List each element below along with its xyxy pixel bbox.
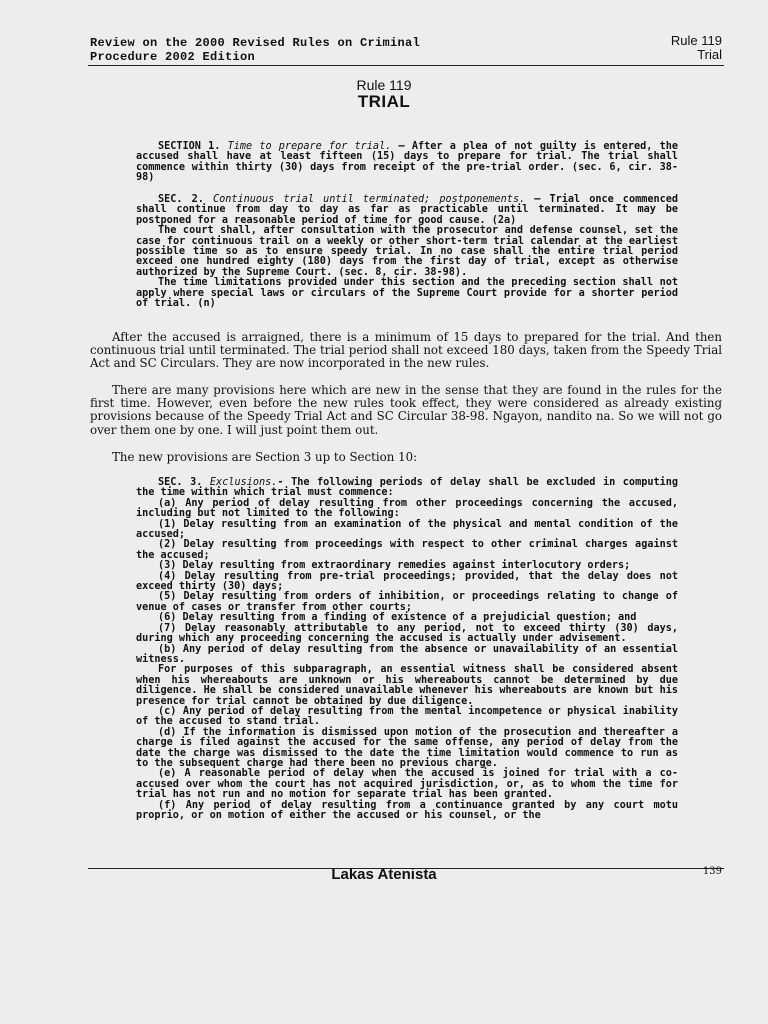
section-3-item: (5) Delay resulting from orders of inhibition, or proceedings relating to change of venue of cases or transfer from other courts; [136, 591, 678, 613]
section-3-text: - The following periods of delay shall be excluded in computing the time within which trial must commence: [136, 477, 679, 499]
rule-number-heading: Rule 119 [356, 77, 412, 93]
header-rule-number: Rule 119 [670, 33, 722, 48]
section-3-item: (a) Any period of delay resulting from other proceedings concerning the accused, including but not limited to the following: [136, 497, 678, 520]
section-3-item: (f) Any period of delay resulting from a continuance granted by any court motu proprio, or on motion of either the accused or his counsel, or the [136, 799, 678, 821]
section-2-text: – Trial once commenced shall continue from day to day as far as practicable until terminated. It may be postponed for a reasonable period of time for good cause. (2a) [136, 194, 679, 226]
footer-title: Lakas Atenista [331, 866, 437, 883]
section-3-item: (6) Delay resulting from a finding of existence of a prejudicial question; and [158, 612, 637, 624]
section-2-paragraph-3: The time limitations provided under this section and the preceding section shall not apply where special laws or circulars of the Supreme Court provide for a shorter period of trial. (n) [136, 277, 678, 310]
header-divider [88, 65, 724, 66]
commentary-text-1: After the accused is arraigned, there is a minimum of 15 days to prepared for the trial. And then continuous trial until terminated. The trial period shall not exceed 180 days, taken from the Speedy Trial Act and SC Circulars. They are now incorporated in the new rules. [90, 330, 722, 371]
section-3-paragraph [136, 478, 678, 499]
section-3-item: (7) Delay reasonably attributable to any period, not to exceed thirty (30) days, during which any proceeding concerning the accused is actually under advisement. [136, 622, 678, 645]
section-1-caption: Time to prepare for trial. [227, 141, 392, 152]
commentary-text-2: There are many provisions here which are new in the sense that they are found in the rules for the first time. However, even before the new rules took effect, they were considered as already existing provisions because of the Speedy Trial Act and SC Circular 38-98. Ngayon, nandito na. So we will not go over them one by one. I will just point them out. [90, 383, 722, 437]
commentary-paragraph-2 [90, 384, 722, 437]
section-3-item: (2) Delay resulting from proceedings with respect to other criminal charges against the accused; [136, 539, 678, 561]
section-3-item: (3) Delay resulting from extraordinary remedies against interlocutory orders; [158, 560, 631, 572]
section-3-block [136, 478, 678, 821]
section-1-lead: SECTION 1. [158, 141, 221, 152]
running-header-right [582, 34, 722, 62]
section-3-item: (1) Delay resulting from an examination of the physical and mental condition of the accused; [136, 518, 678, 541]
section-2-caption: Continuous trial until terminated; postponements. [212, 194, 526, 205]
commentary-text-3: The new provisions are Section 3 up to Section 10: [112, 450, 418, 464]
commentary-paragraph-1 [90, 331, 722, 371]
running-header-left [90, 36, 590, 64]
header-line-2: Procedure 2002 Edition [90, 50, 256, 64]
section-3-item: (4) Delay resulting from pre-trial proceedings; provided, that the delay does not exceed thirty (30) days; [136, 570, 678, 593]
section-3-item: (c) Any period of delay resulting from the mental incompetence or physical inability of the accused to stand trial. [136, 705, 678, 728]
section-2-paragraph [136, 195, 678, 226]
section-2-lead: SEC. 2. [158, 194, 204, 205]
commentary-paragraph-3 [90, 451, 722, 464]
header-line-1: Review on the 2000 Revised Rules on Criminal [90, 36, 421, 50]
rule-title-heading: TRIAL [357, 92, 411, 111]
section-3-item: (d) If the information is dismissed upon motion of the prosecution and thereafter a charge is filed against the accused for the same offense, any period of delay from the date the charge was dismissed to the date the time limitation would commence to run as to the subsequent charge had there been no previous charge. [136, 726, 678, 769]
section-1-paragraph [136, 142, 678, 184]
section-3-item: (b) Any period of delay resulting from the absence or unavailability of an essential witness. [136, 643, 678, 665]
section-2-paragraph-2: The court shall, after consultation with the prosecutor and defense counsel, set the case for continuous trail on a weekly or other short-term trial calendar at the earliest possible time so as to ensure speedy trial. In no case shall the entire trial period exceed one hundred eighty (180) days from the first day of trial, except as otherwise authorized by the Supreme Court. (sec. 8, cir. 38-98). [136, 225, 678, 278]
section-3-item: (e) A reasonable period of delay when the accused is joined for trial with a co-accused over whom the court has not acquired jurisdiction, or, as to whom the time for trial has not run and no motion for separate trial has been granted. [136, 768, 678, 801]
header-rule-name: Trial [697, 47, 722, 62]
section-2-block [136, 195, 678, 309]
section-1-text: – After a plea of not guilty is entered, the accused shall have at least fifteen (15) days to prepare for trial. The trial shall commence within thirty (30) days from receipt of the pre-trial order. (sec. 6, cir. 38-98) [136, 141, 678, 184]
page-number: 139 [702, 866, 722, 877]
section-3-caption: Exclusions. [209, 477, 278, 488]
section-3-item: For purposes of this subparagraph, an essential witness shall be considered absent when his whereabouts are unknown or his whereabouts cannot be determined by due diligence. He shall be considered unavailable whenever his whereabouts are known but his presence for trial cannot be obtained by due diligence. [136, 664, 678, 707]
section-3-lead: SEC. 3. [158, 477, 203, 488]
section-1-block [136, 142, 678, 184]
